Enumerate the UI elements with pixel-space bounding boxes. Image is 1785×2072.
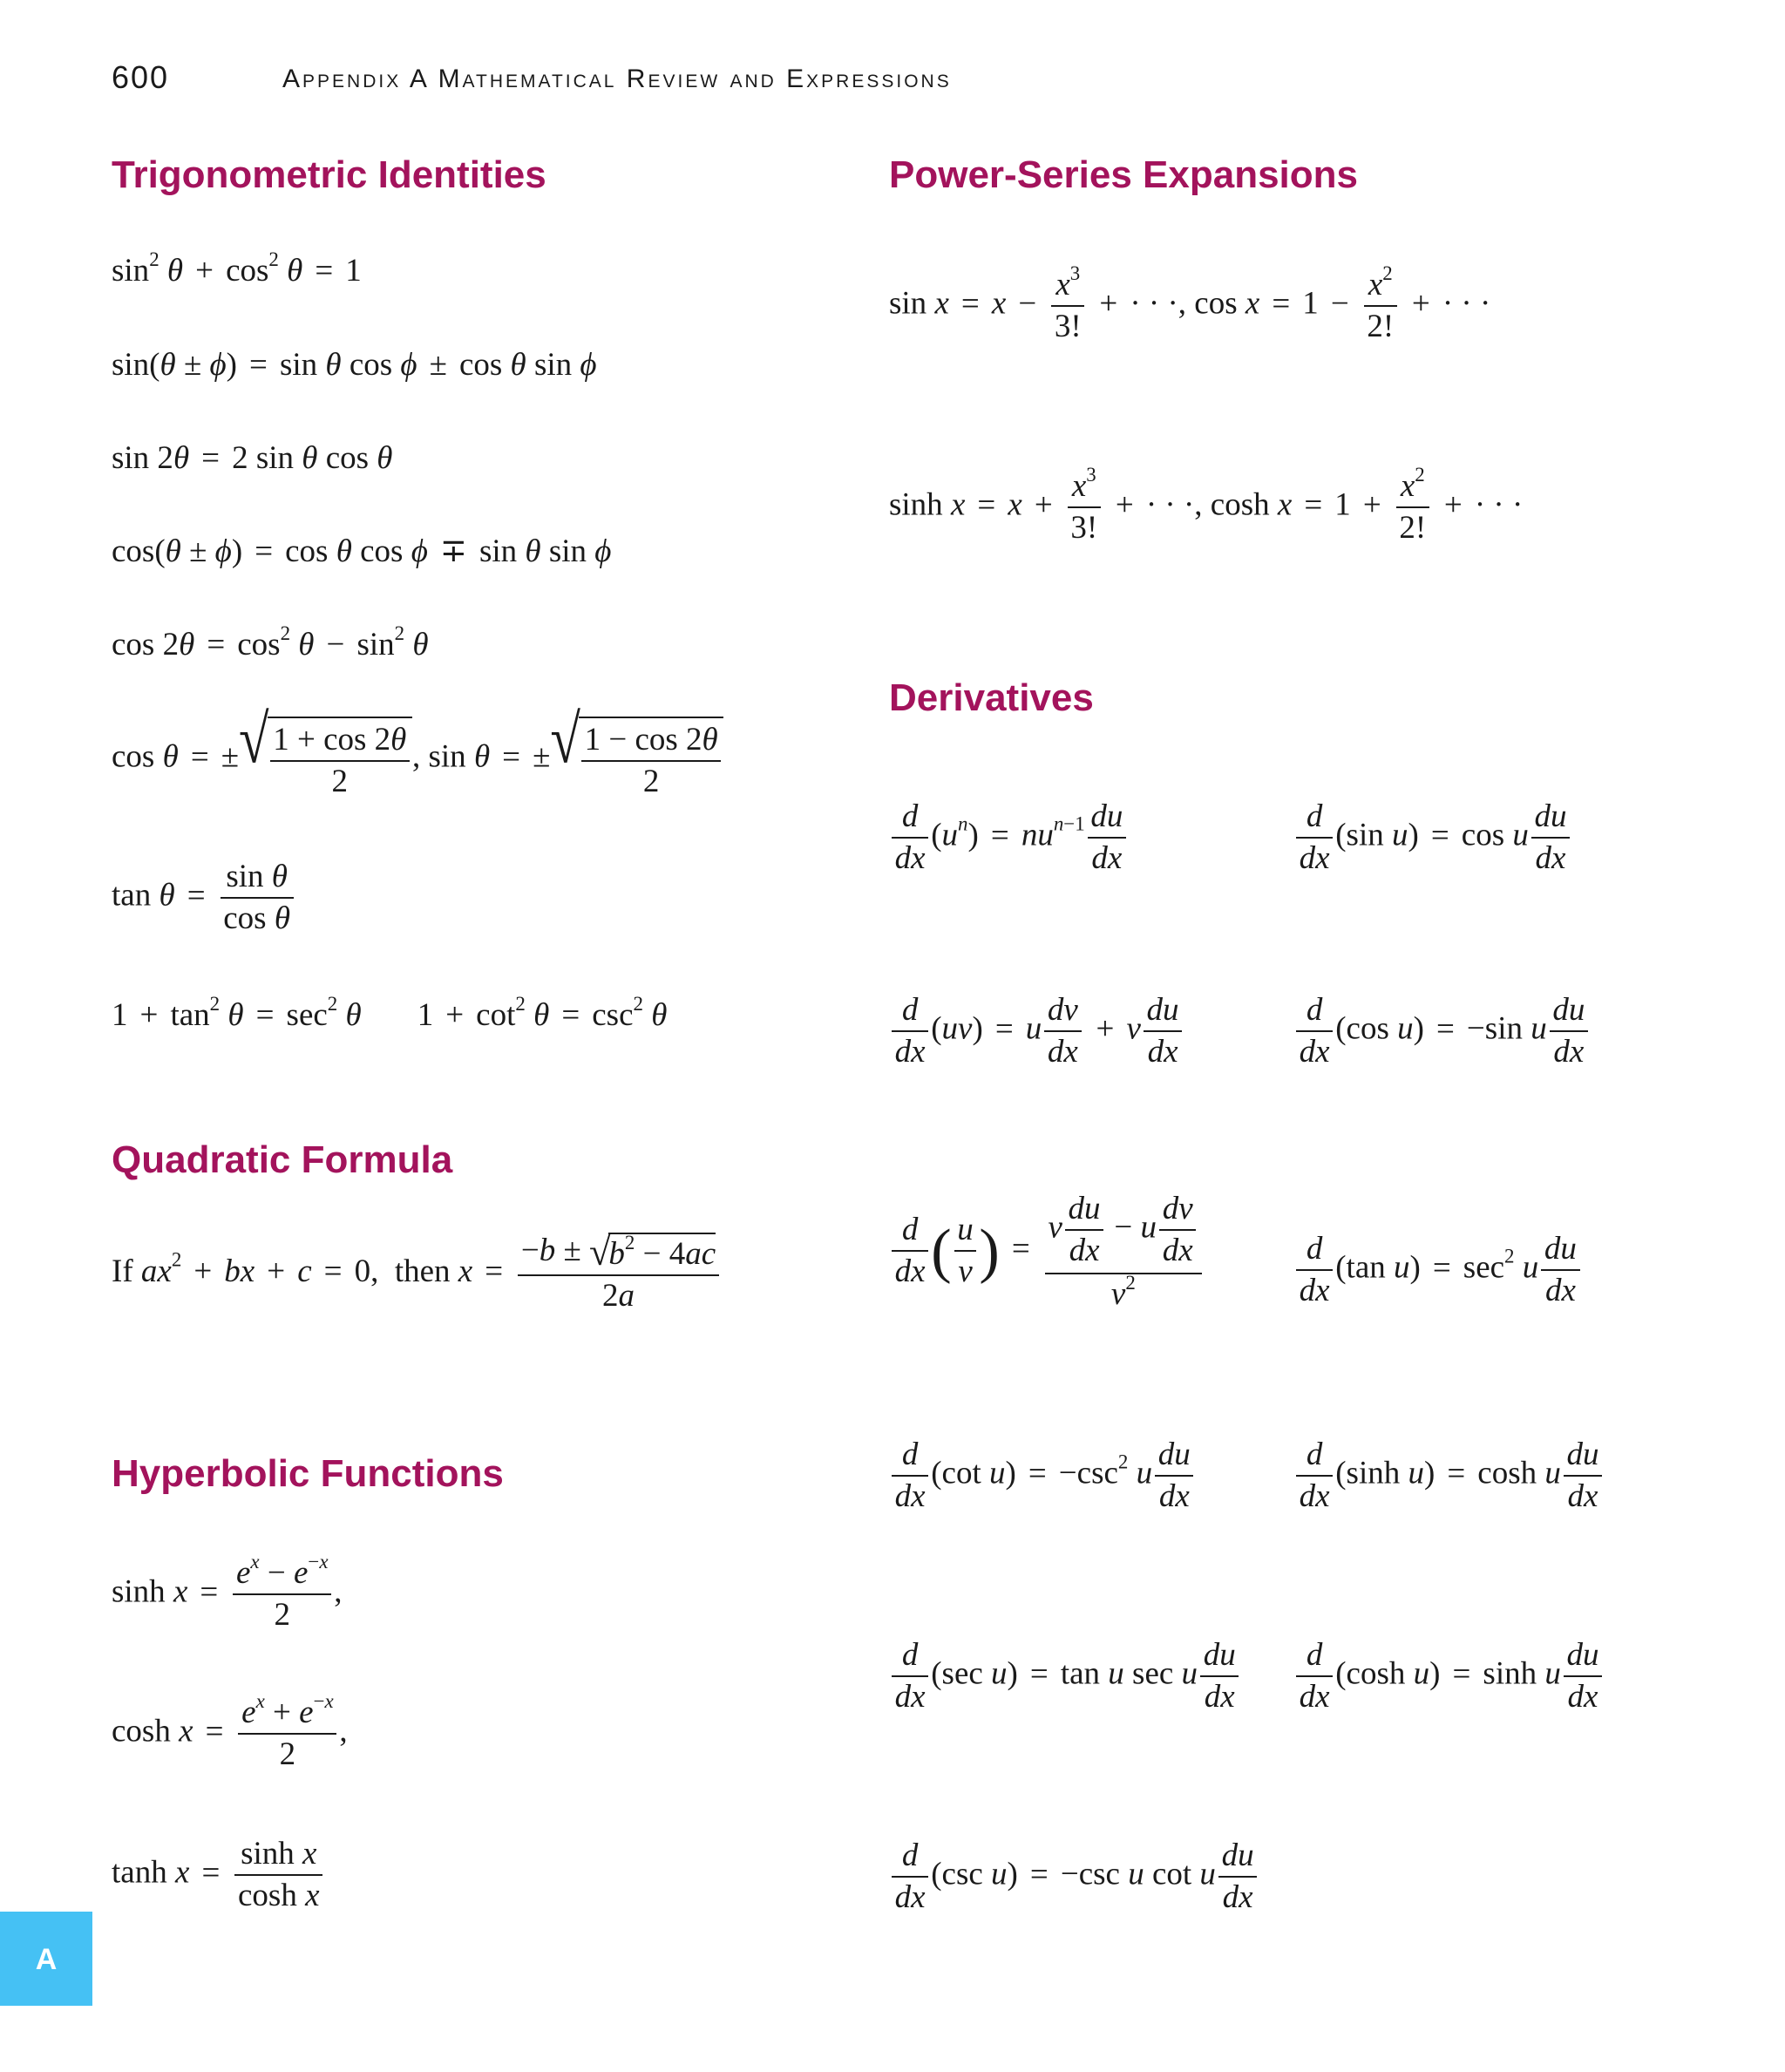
equation-cosh-definition: cosh x = $\frac{e^x + e^{-x}}{2}$ , — [112, 1689, 348, 1773]
equation-derivative-sin: $\frac{d}{dx}$ (sin u) = cos u $\frac{du}{dx}$ — [1293, 797, 1572, 879]
equation-derivative-csc: $\frac{d}{dx}$ (csc u) = −csc u cot u $\frac{du}{dx}$ — [889, 1836, 1259, 1918]
equation-derivative-product: $\frac{d}{dx}$ (uv) = u $\frac{dv}{dx}$ + v $\frac{du}{dx}$ — [889, 990, 1184, 1072]
equation-tangent: tan θ = $\frac{\text{sin θ}}{\text{cos θ}}$ — [112, 857, 296, 939]
running-head: Appendix A Mathematical Review and Expressions — [282, 65, 952, 93]
appendix-tab-label: A — [35, 1943, 58, 1976]
equation-derivative-sec: $\frac{d}{dx}$ (sec u) = tan u sec u $\frac{du}{dx}$ — [889, 1635, 1241, 1717]
equation-quadratic-formula: If $ax^2$ + bx + c = 0, then x = −b ± √ $b^2 - 4ac$ 2a — [112, 1231, 722, 1317]
equation-tan-sec-identity: $1 + \tan^2 \theta = \sec^2 \theta$ $1 + \cot^2 \theta = \csc^2 \theta$ — [112, 992, 668, 1033]
equation-half-angle: cos θ = ± √ $\frac{1 + \cos 2\theta}{2}$ , sin θ = ± √ $\frac{1 - \cos 2\theta}{2}$ — [112, 717, 723, 802]
equation-tanh-definition: tanh x = $\frac{\text{sinh x}}{\text{cosh x}}$ — [112, 1834, 325, 1916]
equation-derivative-cosh: $\frac{d}{dx}$ (cosh u) = sinh u $\frac{du}{dx}$ — [1293, 1635, 1605, 1717]
heading-trigonometric-identities: Trigonometric Identities — [112, 153, 546, 196]
equation-series-sin-cos: sin x = x − $\frac{x^3}{3!}$ + · · ·, cos x = 1 − $\frac{x^2}{2!}$ + · · · — [889, 262, 1491, 345]
equation-sine-double-angle: sin 2θ = 2 sin θ cos θ — [112, 440, 393, 476]
equation-derivative-sinh: $\frac{d}{dx}$ (sinh u) = cosh u $\frac{du}{dx}$ — [1293, 1435, 1605, 1517]
equation-series-sinh-cosh: sinh x = x + $\frac{x^3}{3!}$ + · · ·, cosh x = 1 + $\frac{x^2}{2!}$ + · · · — [889, 463, 1524, 547]
heading-power-series-expansions: Power-Series Expansions — [889, 153, 1358, 196]
equation-derivative-cot: $\frac{d}{dx}$ (cot $u) = -\csc^2$ u $\frac{du}{dx}$ — [889, 1435, 1196, 1517]
equation-sinh-definition: sinh x = $\frac{e^x - e^{-x}}{2}$ , — [112, 1550, 343, 1634]
equation-pythagorean-identity: $\sin^2 \theta + \cos^2 \theta = 1$ — [112, 248, 362, 289]
heading-quadratic-formula: Quadratic Formula — [112, 1138, 453, 1181]
equation-sine-sum: sin(θ ± ϕ) = sin θ cos ϕ ± cos θ sin ϕ — [112, 347, 597, 383]
equation-derivative-quotient: $\frac{d}{dx}$ ( $\frac{u}{v}$ ) = v $\frac{du}{dx}$ − u $\frac{dv}{dx}$ $v^2$ — [889, 1187, 1205, 1315]
heading-hyperbolic-functions: Hyperbolic Functions — [112, 1452, 504, 1495]
page-number: 600 — [112, 59, 170, 95]
heading-derivatives: Derivatives — [889, 676, 1094, 719]
equation-cosine-double-angle: $\cos 2\theta = \cos^2 \theta - \sin^2 \theta$ — [112, 622, 429, 662]
appendix-tab — [0, 1912, 92, 2006]
equation-derivative-tan: $\frac{d}{dx}$ (tan $u) = \sec^2 u$ $\frac{du}{dx}$ — [1293, 1229, 1583, 1311]
equation-derivative-cos: $\frac{d}{dx}$ (cos u) = −sin u $\frac{du}{dx}$ — [1293, 990, 1591, 1072]
equation-cosine-sum: cos(θ ± ϕ) = cos θ cos ϕ ∓ sin θ sin ϕ — [112, 533, 612, 569]
equation-derivative-power: $\frac{d}{dx}$ $(u^n) = nu^{n-1}$ $\frac{du}{dx}$ — [889, 797, 1129, 879]
